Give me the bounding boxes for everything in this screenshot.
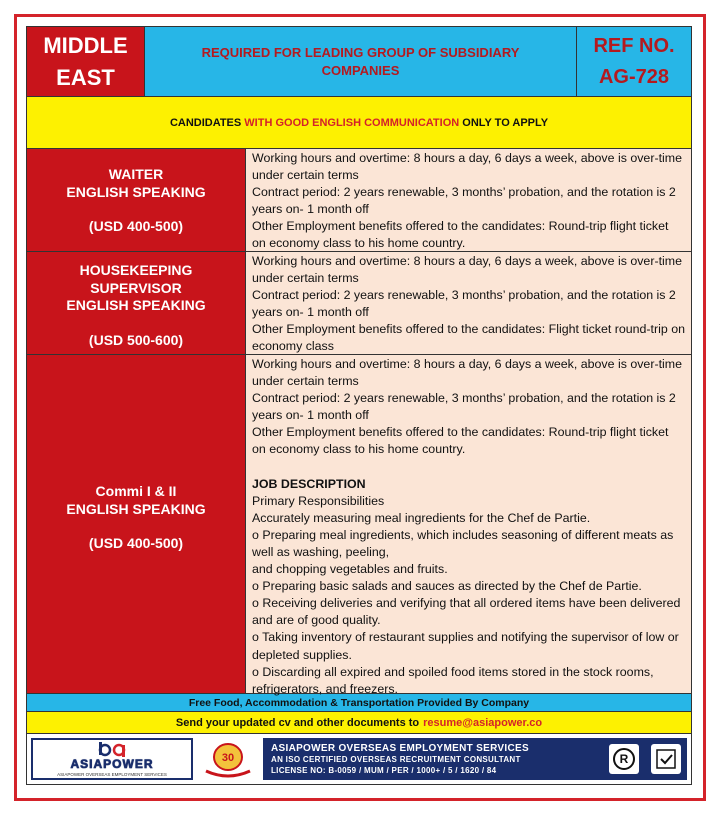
working-hours: Working hours and overtime: 8 hours a day, 6 days a week, above is over-time under certain terms — [252, 254, 682, 286]
position-details — [246, 149, 691, 251]
notice-part-1: CANDIDATES — [169, 116, 242, 129]
apply-bar — [27, 712, 691, 734]
region-line-1: MIDDLE — [43, 32, 128, 58]
position-title — [27, 149, 246, 251]
position-row-waiter — [27, 149, 691, 252]
company-banner — [263, 738, 603, 780]
position-details — [246, 355, 691, 696]
candidate-notice — [27, 97, 691, 149]
title-line: SUPERVISOR — [90, 279, 182, 296]
svg-text:R: R — [619, 752, 629, 766]
duty-item: Accurately measuring meal ingredients for the Chef de Partie. — [252, 510, 591, 525]
salary: (USD 500-600) — [88, 331, 184, 348]
title-line: Commi I & II — [95, 483, 177, 500]
notice-highlight: WITH GOOD ENGLISH COMMUNICATION — [244, 116, 460, 129]
position-title — [27, 355, 246, 693]
apply-email-link[interactable]: resume@asiapower.co — [423, 716, 543, 729]
anniversary-badge-icon — [193, 738, 263, 780]
position-details — [246, 252, 691, 354]
logo-tagline: ASIAPOWER OVERSEAS EMPLOYMENT SERVICES — [57, 772, 167, 777]
spacer — [252, 459, 685, 476]
contract-period: Contract period: 2 years renewable, 3 months’ probation, and the rotation is 2 years on- 1 month off — [252, 288, 676, 320]
reference-block — [577, 27, 691, 96]
duty-item: o Preparing basic salads and sauces as directed by the Chef de Partie. — [252, 579, 642, 594]
position-row-housekeeping — [27, 252, 691, 355]
benefits: Other Employment benefits offered to the candidates: Round-trip flight ticket on economy class to his home country. — [252, 425, 669, 457]
duty-item: and chopping vegetables and fruits. — [252, 562, 448, 577]
contract-period: Contract period: 2 years renewable, 3 months’ probation, and the rotation is 2 years on- 1 month off — [252, 391, 676, 423]
position-row-commi — [27, 355, 691, 694]
salary: (USD 400-500) — [88, 535, 184, 552]
company-certification: AN ISO CERTIFIED OVERSEAS RECRUITMENT CONSULTANT — [271, 754, 521, 764]
iso-certification-icon — [651, 744, 681, 774]
title-line: ENGLISH SPEAKING — [66, 183, 206, 200]
region-line-2: EAST — [56, 64, 115, 90]
duty-item: o Receiving deliveries and verifying that all ordered items have been delivered and are of good quality. — [252, 596, 681, 628]
ref-label: REF NO. — [593, 34, 675, 57]
position-title — [27, 252, 246, 354]
apply-text: Send your updated cv and other documents to — [175, 716, 420, 729]
company-name: ASIAPOWER OVERSEAS EMPLOYMENT SERVICES — [271, 742, 529, 754]
certification-badges — [603, 738, 687, 780]
title-line: ENGLISH SPEAKING — [66, 297, 206, 313]
salary: (USD 400-500) — [88, 218, 184, 234]
header — [27, 27, 691, 97]
duty-item: o Preparing meal ingredients, which includes seasoning of different meats as well as washing, peeling, — [252, 527, 674, 559]
contract-period: Contract period: 2 years renewable, 3 months’ probation, and the rotation is 2 years on- 1 month off — [252, 185, 676, 217]
working-hours: Working hours and overtime: 8 hours a day, 6 days a week, above is over-time under certain terms — [252, 357, 682, 389]
responsibilities-title: Primary Responsibilities — [252, 493, 385, 508]
job-description-title: JOB DESCRIPTION — [252, 476, 366, 491]
svg-text:30: 30 — [221, 752, 235, 764]
ref-value: AG-728 — [598, 65, 670, 88]
benefits: Other Employment benefits offered to the candidates: Round-trip flight ticket on economy class to his home country. — [252, 219, 669, 251]
company-license: LICENSE NO: B-0059 / MUM / PER / 1000+ / 5 / 1620 / 84 — [271, 765, 497, 775]
logo-mark-icon — [95, 741, 129, 757]
benefits: Other Employment benefits offered to the candidates: Flight ticket round-trip on economy class — [252, 322, 685, 354]
title-line: WAITER — [108, 166, 164, 182]
perks-bar: Free Food, Accommodation & Transportation Provided By Company — [27, 694, 691, 712]
footer — [27, 734, 691, 784]
registered-mark-icon — [609, 744, 639, 774]
job-poster — [26, 26, 692, 785]
title-line: ENGLISH SPEAKING — [66, 500, 206, 517]
duty-item: o Discarding all expired and spoiled food items stored in the stock rooms, refrigerators, and freezers. — [252, 664, 654, 696]
title-line: HOUSEKEEPING — [79, 262, 193, 278]
requirement-heading: REQUIRED FOR LEADING GROUP OF SUBSIDIARY COMPANIES — [145, 27, 577, 96]
working-hours: Working hours and overtime: 8 hours a day, 6 days a week, above is over-time under certain terms — [252, 151, 682, 183]
duty-item: o Taking inventory of restaurant supplies and notifying the supervisor of low or depleted supplies. — [252, 630, 679, 662]
region-block — [27, 27, 145, 96]
company-logo — [31, 738, 193, 780]
notice-part-2: ONLY TO APPLY — [462, 116, 549, 129]
logo-name: ASIAPOWER — [70, 757, 154, 771]
